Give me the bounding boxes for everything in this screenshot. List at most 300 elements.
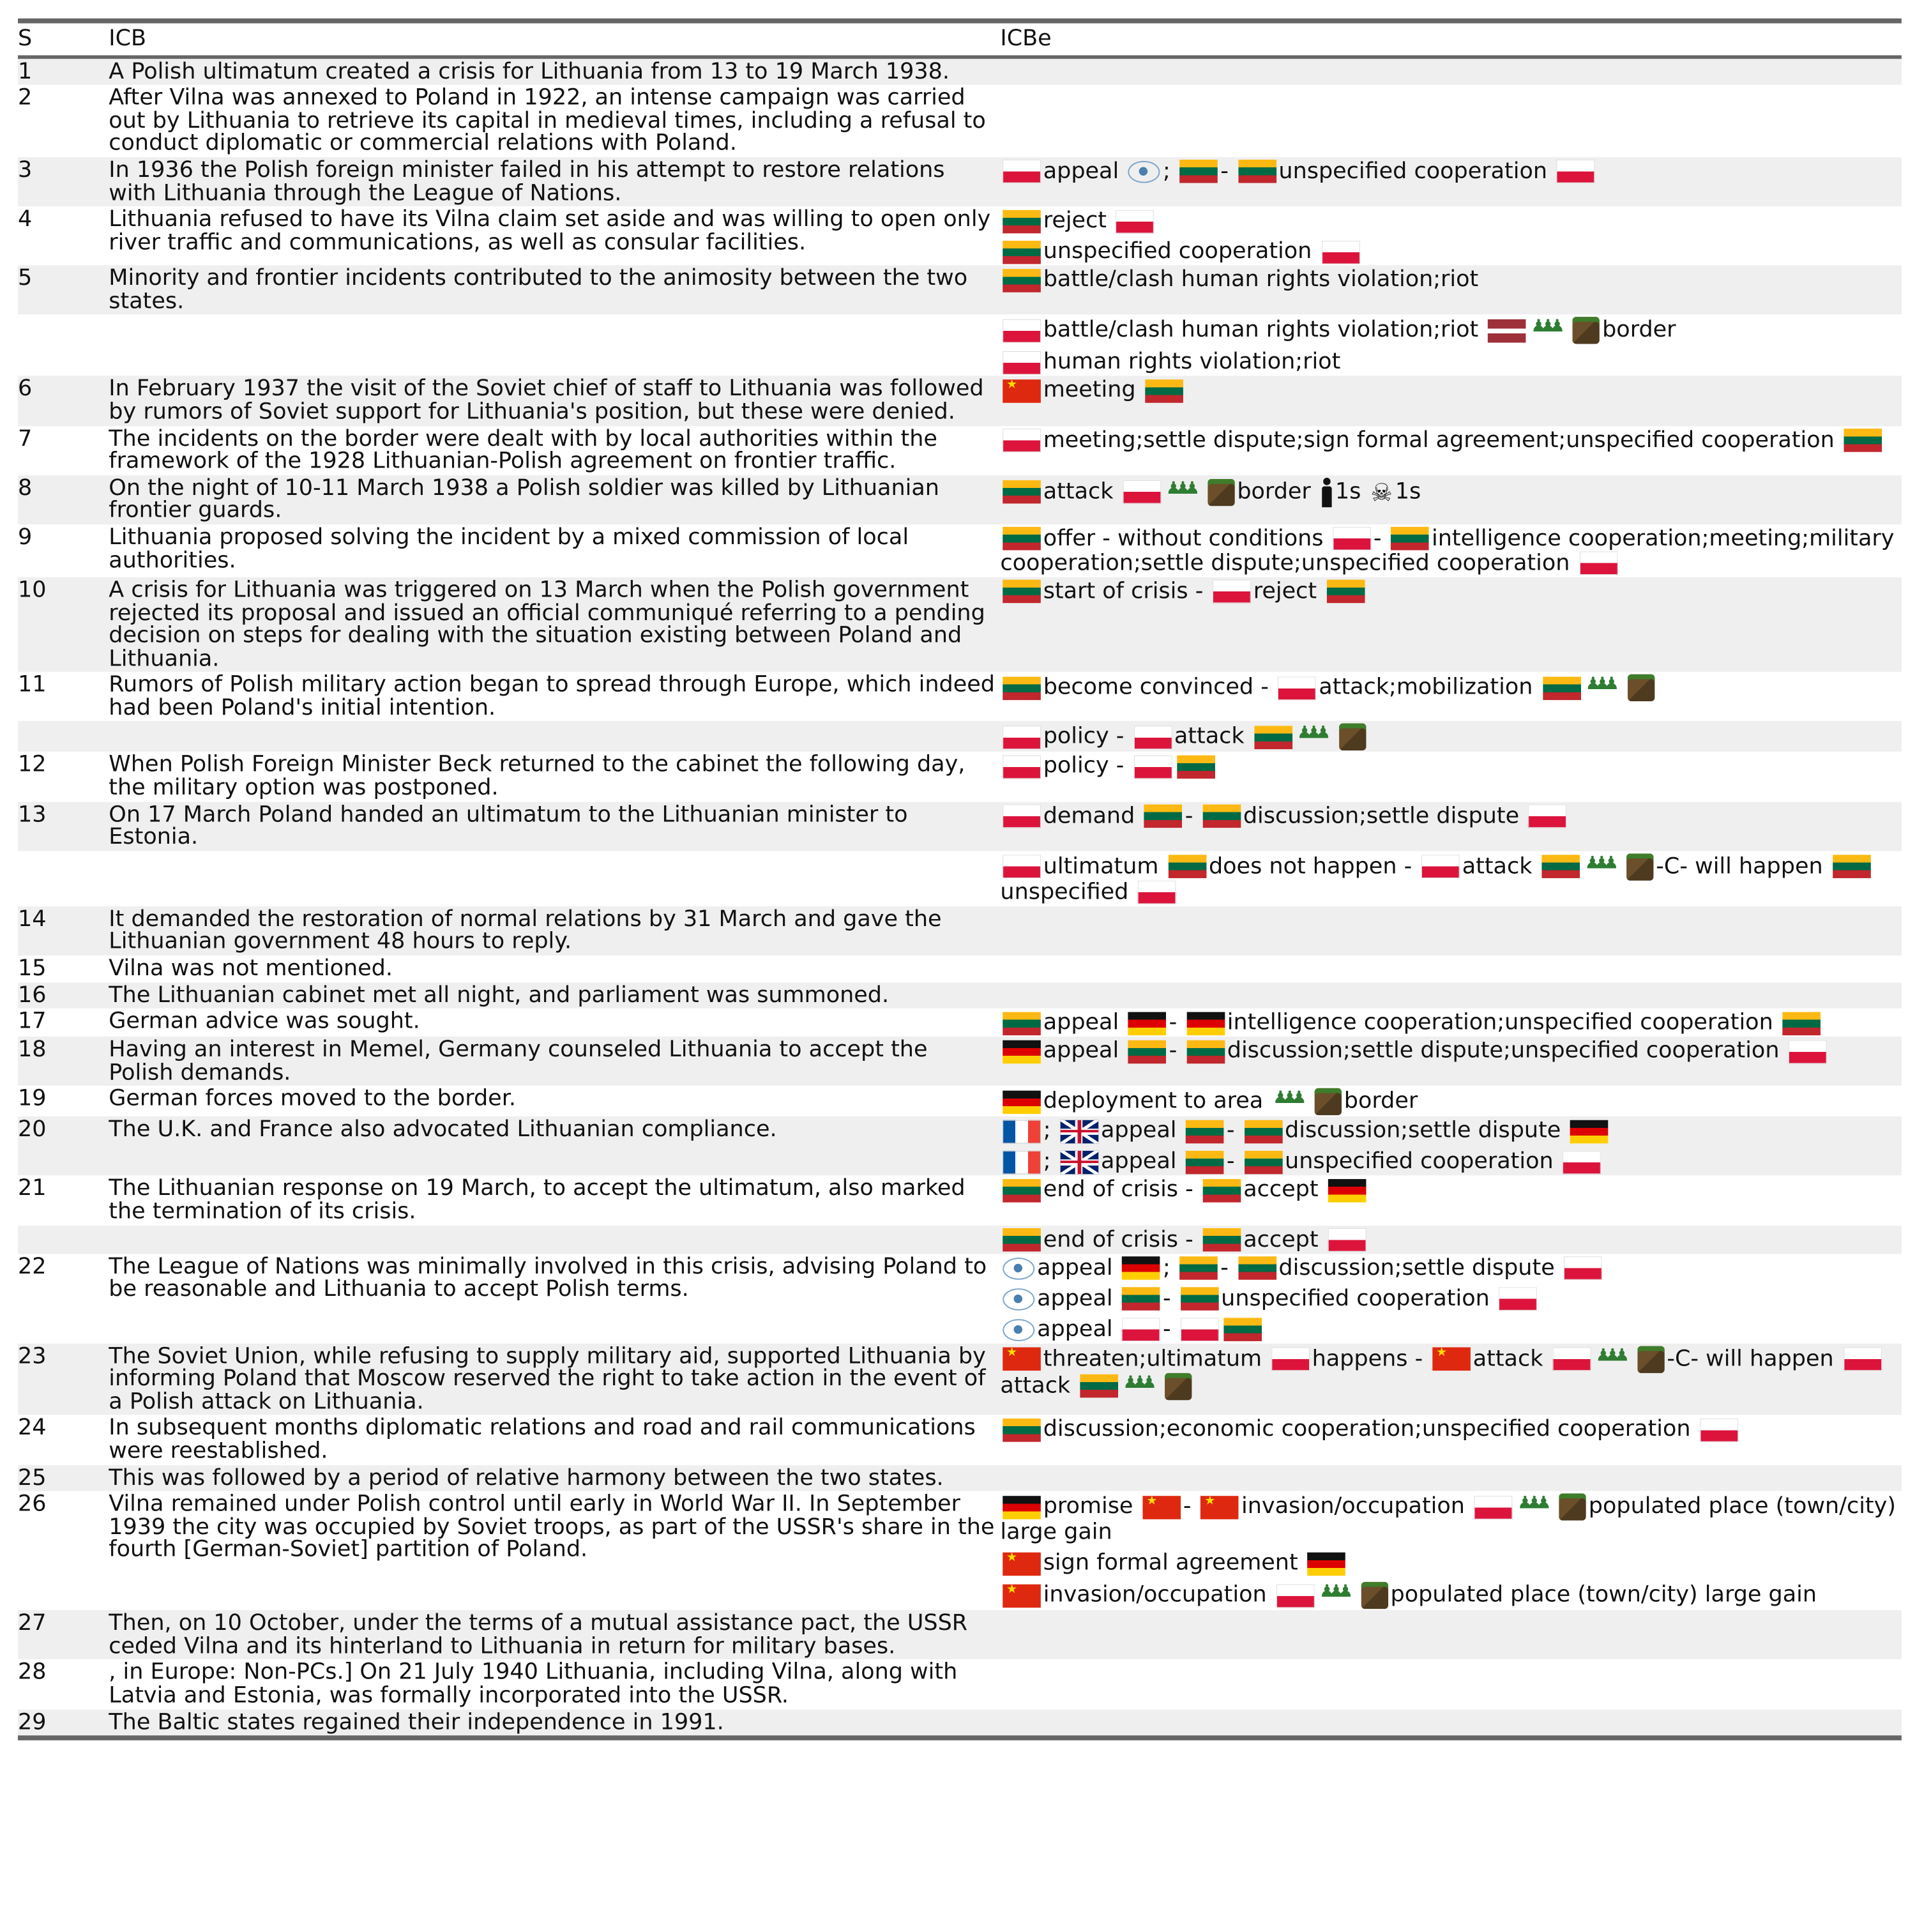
event-text: demand <box>1043 802 1135 829</box>
sentence-number: 11 <box>18 672 47 698</box>
event-line <box>1000 1318 1901 1342</box>
flag-soviet-icon <box>1201 1496 1239 1519</box>
event-text: unspecified cooperation <box>1285 1148 1554 1175</box>
icbe-events <box>1000 579 1901 671</box>
event-text: end of crisis - <box>1043 1226 1193 1252</box>
event-text: ; <box>1163 158 1170 185</box>
icb-sentence: Minority and frontier incidents contributed to the animosity between the two states. <box>109 265 968 314</box>
flag-poland-icon <box>1333 528 1371 551</box>
flag-lithuania-icon <box>1003 676 1041 700</box>
flag-lithuania-icon <box>1844 429 1882 452</box>
fatality-person-icon <box>1321 478 1333 507</box>
table-row <box>18 955 1902 982</box>
flag-lithuania-icon <box>1833 855 1871 879</box>
event-text: does not happen - <box>1208 853 1412 879</box>
flag-soviet-icon <box>1003 1552 1041 1576</box>
event-text: - <box>1185 802 1193 829</box>
flag-poland-icon <box>1181 1318 1219 1342</box>
flag-lithuania-icon <box>1003 1179 1041 1203</box>
flag-poland-icon <box>1789 1040 1827 1063</box>
flag-lithuania-icon <box>1245 1151 1283 1175</box>
territory-cube-icon <box>1627 674 1654 701</box>
event-text: meeting;settle dispute;sign formal agreement;unspecified cooperation <box>1043 427 1835 453</box>
event-line <box>1000 351 1901 375</box>
flag-poland-icon <box>1213 580 1251 604</box>
header-icbe: ICBe <box>1000 26 1052 52</box>
flag-lithuania-icon <box>1186 1120 1224 1144</box>
icbe-events <box>1000 1178 1901 1224</box>
event-text: -C- will happen <box>1656 853 1823 879</box>
organization-eye-icon <box>1003 1319 1034 1341</box>
event-text: threaten;ultimatum <box>1043 1345 1262 1372</box>
flag-lithuania-icon <box>1180 1256 1218 1280</box>
icb-sentence: Lithuania proposed solving the incident by a mixed commission of local authorities. <box>109 524 909 574</box>
flag-lithuania-icon <box>1186 1151 1224 1175</box>
icbe-events <box>1000 1011 1901 1035</box>
event-text: discussion;settle dispute <box>1243 802 1520 829</box>
event-line <box>1000 724 1901 751</box>
flag-lithuania-icon <box>1080 1374 1118 1398</box>
table-row <box>18 266 1902 315</box>
sentence-number: 14 <box>18 906 47 932</box>
sentence-number <box>18 317 109 375</box>
flag-poland-icon <box>1003 160 1041 184</box>
icbe-events <box>1000 1662 1901 1708</box>
flag-lithuania-icon <box>1003 480 1041 504</box>
table-row <box>18 851 1902 906</box>
flag-lithuania-icon <box>1003 580 1041 604</box>
event-text: end of crisis - <box>1043 1177 1193 1203</box>
event-line <box>1000 209 1901 233</box>
flag-poland-icon <box>1003 726 1041 749</box>
flag-poland-icon <box>1499 1287 1538 1311</box>
flag-france-icon <box>1003 1151 1041 1175</box>
icbe-events <box>1000 1120 1901 1175</box>
event-text: happens - <box>1312 1345 1423 1372</box>
header-icb: ICB <box>109 26 147 52</box>
icb-sentence: In February 1937 the visit of the Soviet chief of staff to Lithuania was followed by rumors of Soviet support for Lithuania's position, but these were denied. <box>109 376 984 425</box>
flag-soviet-icon <box>1003 1348 1041 1371</box>
table-row <box>18 1008 1902 1037</box>
flag-poland-icon <box>1003 855 1041 879</box>
event-text: - <box>1220 1254 1229 1281</box>
event-text: policy - <box>1043 724 1124 750</box>
flag-poland-icon <box>1579 552 1617 575</box>
sentence-number <box>18 1228 109 1252</box>
flag-lithuania-icon <box>1168 855 1206 879</box>
flag-germany-icon <box>1003 1040 1041 1063</box>
icb-sentence: The League of Nations was minimally involved in this crisis, advising Poland to be reasonable and Lithuania to accept Polish terms. <box>109 1253 987 1302</box>
flag-lithuania-icon <box>1180 160 1218 184</box>
table-row <box>18 1225 1902 1253</box>
event-line <box>1000 317 1901 344</box>
table-row <box>18 1176 1902 1225</box>
event-text: reject <box>1043 208 1107 234</box>
icb-sentence: It demanded the restoration of normal relations by 31 March and gave the Lithuanian government 48 hours to reply. <box>109 906 942 955</box>
flag-germany-icon <box>1308 1552 1346 1576</box>
icb-sentence <box>109 317 1000 375</box>
sentence-number <box>18 724 109 751</box>
event-text: reject <box>1253 578 1317 604</box>
table-row <box>18 475 1902 524</box>
flag-poland-icon <box>1133 756 1172 779</box>
event-line <box>1000 1178 1901 1203</box>
table-row <box>18 1709 1902 1736</box>
sentence-number: 2 <box>18 85 33 111</box>
table-row <box>18 1117 1902 1176</box>
event-line <box>1000 1039 1901 1063</box>
military-soldiers-icon <box>1585 853 1622 880</box>
event-line <box>1000 1011 1901 1035</box>
flag-soviet-icon <box>1142 1496 1181 1519</box>
icb-sentence: The Lithuanian cabinet met all night, and parliament was summoned. <box>109 982 890 1008</box>
event-line <box>1000 1418 1901 1442</box>
icb-sentence: Vilna was not mentioned. <box>109 955 393 982</box>
table-row <box>18 1491 1902 1611</box>
flag-poland-icon <box>1003 429 1041 452</box>
sentence-number: 25 <box>18 1464 47 1491</box>
event-text: attack;mobilization <box>1319 674 1533 701</box>
flag-poland-icon <box>1529 805 1567 828</box>
flag-soviet-icon <box>1432 1348 1471 1371</box>
event-text: ; <box>1043 1118 1051 1145</box>
icbe-events <box>1000 1418 1901 1464</box>
table-row <box>18 157 1902 206</box>
event-line <box>1000 1287 1901 1311</box>
sentence-number: 24 <box>18 1415 47 1441</box>
event-text: 1s <box>1395 478 1421 505</box>
event-text: populated place (town/city) large gain <box>1390 1582 1817 1608</box>
event-text: battle/clash human rights violation;riot <box>1043 317 1479 344</box>
sentence-number: 22 <box>18 1253 47 1279</box>
sentence-number: 23 <box>18 1343 47 1369</box>
table-row <box>18 982 1902 1009</box>
sentence-number: 9 <box>18 524 33 551</box>
event-line <box>1000 804 1901 828</box>
event-text: - <box>1163 1285 1171 1311</box>
flag-lithuania-icon <box>1203 1179 1241 1203</box>
icb-sentence: On 17 March Poland handed an ultimatum to the Lithuanian minister to Estonia. <box>109 802 908 851</box>
military-soldiers-icon <box>1586 674 1623 701</box>
flag-lithuania-icon <box>1541 855 1580 879</box>
icbe-events <box>1000 1089 1901 1116</box>
flag-soviet-icon <box>1003 1584 1041 1608</box>
icbe-events <box>1000 724 1901 751</box>
icbe-events <box>1000 61 1901 84</box>
table-bottom-rule <box>18 1735 1902 1740</box>
flag-poland-icon <box>1564 1256 1603 1280</box>
event-text: unspecified <box>1000 879 1129 905</box>
icbe-events <box>1000 317 1901 375</box>
territory-cube-icon <box>1208 478 1234 505</box>
icb-sentence: German advice was sought. <box>109 1008 420 1035</box>
flag-poland-icon <box>1321 240 1359 264</box>
event-text: - <box>1169 1010 1177 1036</box>
icbe-events <box>1000 527 1901 576</box>
icbe-events <box>1000 379 1901 425</box>
icbe-events <box>1000 1228 1901 1252</box>
event-text: discussion;settle dispute <box>1278 1254 1555 1281</box>
flag-poland-icon <box>1271 1348 1310 1371</box>
sentence-number: 21 <box>18 1176 47 1202</box>
event-line <box>1000 755 1901 779</box>
table-row <box>18 1464 1902 1491</box>
event-text: border <box>1344 1088 1418 1114</box>
flag-lithuania-icon <box>1326 580 1365 604</box>
icbe-events <box>1000 160 1901 206</box>
header-s: S <box>18 26 33 52</box>
flag-poland-icon <box>1557 160 1595 184</box>
icb-sentence <box>109 853 1000 905</box>
event-text: become convinced - <box>1043 674 1269 701</box>
sentence-number: 12 <box>18 752 47 779</box>
flag-latvia-icon <box>1488 319 1526 343</box>
sentence-number: 20 <box>18 1116 47 1143</box>
sentence-number: 4 <box>18 206 33 232</box>
event-text: accept <box>1243 1226 1319 1252</box>
event-text: ; <box>1163 1254 1170 1281</box>
event-text: attack <box>1473 1345 1543 1372</box>
table-row <box>18 1610 1902 1659</box>
event-text: - <box>1169 1038 1177 1064</box>
flag-lithuania-icon <box>1391 528 1430 551</box>
sentence-number: 26 <box>18 1491 47 1517</box>
territory-cube-icon <box>1637 1346 1664 1373</box>
sentence-number: 27 <box>18 1610 47 1636</box>
military-soldiers-icon <box>1319 1582 1356 1609</box>
sentence-number: 19 <box>18 1086 47 1113</box>
icb-sentence: A Polish ultimatum created a crisis for Lithuania from 13 to 19 March 1938. <box>109 58 950 84</box>
icb-sentence: This was followed by a period of relative harmony between the two states. <box>109 1464 944 1491</box>
icb-sentence: The incidents on the border were dealt with by local authorities within the framework of the 1928 Lithuanian-Polish agreement on frontier traffic. <box>109 425 937 475</box>
event-text: appeal <box>1037 1316 1113 1343</box>
event-line <box>1000 240 1901 264</box>
icb-sentence: Then, on 10 October, under the terms of a mutual assistance pact, the USSR ceded Vilna and its hinterland to Lithuania in return for military bases. <box>109 1610 968 1659</box>
event-text: attack <box>1174 724 1245 750</box>
flag-lithuania-icon <box>1186 1040 1225 1063</box>
flag-lithuania-icon <box>1003 209 1041 233</box>
flag-lithuania-icon <box>1238 160 1276 184</box>
icb-sentence: German forces moved to the border. <box>109 1086 516 1113</box>
event-line <box>1000 268 1901 293</box>
icbe-events <box>1000 804 1901 850</box>
event-text: attack <box>1000 1373 1071 1399</box>
event-text: appeal <box>1100 1118 1177 1145</box>
flag-lithuania-icon <box>1245 1120 1283 1144</box>
event-line <box>1000 478 1901 507</box>
icbe-events <box>1000 985 1901 1008</box>
table-row <box>18 85 1902 157</box>
sentence-number: 16 <box>18 982 47 1008</box>
sentence-number: 3 <box>18 157 33 183</box>
event-line <box>1000 579 1901 604</box>
event-text: offer - without conditions <box>1043 525 1324 552</box>
flag-poland-icon <box>1123 480 1161 504</box>
flag-lithuania-icon <box>1254 726 1292 749</box>
icbe-events <box>1000 909 1901 955</box>
event-text: discussion;settle dispute;unspecified cooperation <box>1227 1038 1780 1064</box>
flag-poland-icon <box>1563 1151 1601 1175</box>
icb-sentence: A crisis for Lithuania was triggered on 13 March when the Polish government rejected its proposal and issued an official communiqué referring to a pending decision on steps for dealing with the situation existing between Poland and Lithuania. <box>109 577 985 672</box>
flag-lithuania-icon <box>1181 1287 1219 1311</box>
flag-lithuania-icon <box>1003 1228 1041 1252</box>
event-text: populated place (town/city) large gain <box>1000 1493 1896 1546</box>
events-table <box>18 0 1908 1740</box>
icbe-events <box>1000 1256 1901 1342</box>
icbe-events <box>1000 1712 1901 1735</box>
territory-cube-icon <box>1165 1373 1192 1399</box>
event-text: human rights violation;riot <box>1043 349 1341 376</box>
event-line <box>1000 1150 1901 1175</box>
event-text: invasion/occupation <box>1241 1493 1465 1520</box>
sentence-number: 28 <box>18 1659 47 1686</box>
table-row <box>18 425 1902 475</box>
flag-lithuania-icon <box>1144 805 1183 828</box>
flag-poland-icon <box>1138 881 1176 904</box>
event-line <box>1000 1120 1901 1144</box>
event-text: battle/clash human rights violation;riot <box>1043 266 1479 293</box>
territory-cube-icon <box>1559 1494 1586 1521</box>
icbe-events <box>1000 478 1901 524</box>
flag-lithuania-icon <box>1238 1256 1276 1280</box>
sentence-number: 1 <box>18 58 33 84</box>
organization-eye-icon <box>1128 161 1160 183</box>
flag-poland-icon <box>1133 726 1172 749</box>
icbe-events <box>1000 87 1901 156</box>
table-row <box>18 906 1902 955</box>
flag-uk-icon <box>1061 1151 1099 1175</box>
flag-lithuania-icon <box>1003 1419 1041 1442</box>
flag-poland-icon <box>1421 855 1460 879</box>
table-row <box>18 1343 1902 1415</box>
icbe-events <box>1000 853 1901 905</box>
flag-germany-icon <box>1186 1012 1225 1035</box>
table-row <box>18 1415 1902 1464</box>
event-line <box>1000 428 1901 452</box>
flag-germany-icon <box>1328 1179 1367 1203</box>
event-text: unspecified cooperation <box>1043 238 1312 264</box>
sentence-number: 6 <box>18 376 33 402</box>
military-soldiers-icon <box>1596 1346 1633 1373</box>
event-text: - <box>1226 1118 1235 1145</box>
event-text: meeting <box>1043 377 1136 404</box>
sentence-number: 17 <box>18 1008 47 1035</box>
flag-lithuania-icon <box>1123 1287 1161 1311</box>
flag-germany-icon <box>1003 1090 1041 1114</box>
event-text: - <box>1183 1493 1192 1520</box>
icb-sentence: The U.K. and France also advocated Lithuanian compliance. <box>109 1116 777 1143</box>
icbe-events <box>1000 209 1901 264</box>
icb-sentence <box>109 724 1000 751</box>
flag-lithuania-icon <box>1128 1040 1167 1063</box>
event-text: appeal <box>1043 1038 1119 1064</box>
military-soldiers-icon <box>1517 1494 1554 1521</box>
sentence-number: 15 <box>18 955 47 982</box>
sentence-number: 10 <box>18 577 47 604</box>
flag-france-icon <box>1003 1120 1041 1144</box>
table-row <box>18 752 1902 802</box>
flag-lithuania-icon <box>1003 528 1041 551</box>
event-text: appeal <box>1100 1148 1177 1175</box>
event-text: - <box>1163 1316 1171 1343</box>
territory-cube-icon <box>1626 853 1653 880</box>
icb-sentence: When Polish Foreign Minister Beck returned to the cabinet the following day, the military option was postponed. <box>109 752 965 801</box>
organization-eye-icon <box>1003 1257 1034 1279</box>
military-soldiers-icon <box>1297 724 1334 751</box>
flag-poland-icon <box>1003 319 1041 343</box>
icbe-events <box>1000 1613 1901 1659</box>
icb-sentence: After Vilna was annexed to Poland in 1922, an intense campaign was carried out by Lithuania to retrieve its capital in medieval times, including a refusal to conduct diplomatic or commercial relations with Poland. <box>109 85 986 156</box>
event-line <box>1000 160 1901 184</box>
sentence-number: 13 <box>18 802 47 828</box>
event-text: unspecified cooperation <box>1278 158 1548 185</box>
table-row <box>18 722 1902 752</box>
sentence-number: 8 <box>18 475 33 501</box>
event-text: deployment to area <box>1043 1088 1264 1114</box>
flag-lithuania-icon <box>1003 1012 1041 1035</box>
event-text: policy - <box>1043 753 1124 780</box>
flag-poland-icon <box>1116 209 1155 233</box>
icb-sentence: On the night of 10-11 March 1938 a Polish soldier was killed by Lithuanian frontier guards. <box>109 475 939 524</box>
event-text: - <box>1220 158 1229 185</box>
icb-sentence: The Soviet Union, while refusing to supply military aid, supported Lithuania by informing Poland that Moscow reserved the right to take action in the event of a Polish attack on Lithuania. <box>109 1343 986 1415</box>
event-text: sign formal agreement <box>1043 1550 1298 1576</box>
icbe-events <box>1000 958 1901 981</box>
table-row <box>18 672 1902 721</box>
event-line <box>1000 674 1901 701</box>
flag-lithuania-icon <box>1003 240 1041 264</box>
icb-sentence: Vilna remained under Polish control until early in World War II. In September 1939 the city was occupied by Soviet troops, as part of the USSR's share in the fourth [German-Soviet] partition of Poland. <box>109 1491 995 1563</box>
flag-lithuania-icon <box>1542 676 1580 700</box>
table-row <box>18 1037 1902 1086</box>
table-top-rule <box>18 19 1902 24</box>
flag-germany-icon <box>1003 1496 1041 1519</box>
icbe-events <box>1000 428 1901 474</box>
table-row <box>18 524 1902 577</box>
icb-sentence: Having an interest in Memel, Germany counseled Lithuania to accept the Polish demands. <box>109 1037 928 1086</box>
event-text: appeal <box>1037 1285 1113 1311</box>
table-body <box>18 59 1902 1736</box>
event-line <box>1000 1346 1901 1400</box>
event-text: - <box>1373 525 1382 552</box>
icb-sentence: Rumors of Polish military action began to spread through Europe, which indeed had been Poland's initial intention. <box>109 672 995 721</box>
icbe-events <box>1000 1346 1901 1414</box>
icb-sentence <box>109 1228 1000 1252</box>
flag-germany-icon <box>1570 1120 1609 1144</box>
flag-poland-icon <box>1003 351 1041 375</box>
event-text: border <box>1237 478 1311 505</box>
icbe-events <box>1000 755 1901 801</box>
sentence-number: 29 <box>18 1708 47 1735</box>
event-text: appeal <box>1043 1010 1119 1036</box>
flag-lithuania-icon <box>1223 1318 1262 1342</box>
flag-lithuania-icon <box>1202 805 1241 828</box>
flag-lithuania-icon <box>1146 379 1184 403</box>
icb-sentence: , in Europe: Non-PCs.] On 21 July 1940 Lithuania, including Vilna, along with Latvia and Estonia, was formally incorporated into the USSR. <box>109 1659 958 1708</box>
event-line <box>1000 1494 1901 1546</box>
icbe-events <box>1000 1039 1901 1085</box>
icbe-events <box>1000 674 1901 720</box>
event-line <box>1000 853 1901 905</box>
flag-lithuania-icon <box>1177 756 1215 779</box>
flag-poland-icon <box>1003 805 1041 828</box>
flag-poland-icon <box>1278 676 1317 700</box>
icb-sentence: In subsequent months diplomatic relations and road and rail communications were reestablished. <box>109 1415 976 1464</box>
sentence-number: 18 <box>18 1037 47 1063</box>
event-text: unspecified cooperation <box>1221 1285 1490 1311</box>
icbe-events <box>1000 268 1901 314</box>
event-text: intelligence cooperation;meeting;military cooperation;settle dispute;unspecified cooperation <box>1000 525 1895 576</box>
